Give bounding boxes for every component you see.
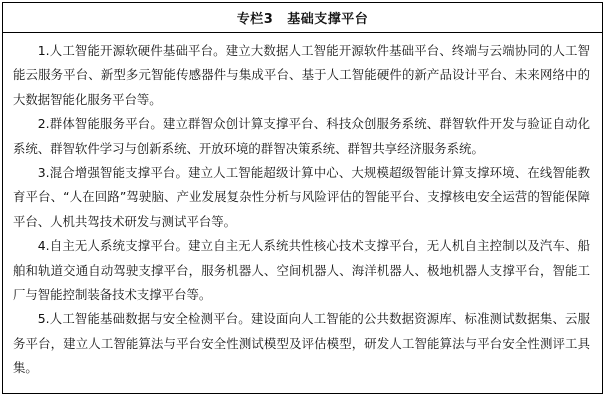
column-title [3,3,602,33]
list-item-1: 1.人工智能开源软硬件基础平台。建立大数据人工智能开源软件基础平台、终端与云端协同的人工智能云服务平台、新型多元智能传感器件与集成平台、基于人工智能硬件的新产品设计平台、未来网络中的大数据智能化服务平台等。 [13,43,590,107]
column-box [2,2,603,394]
list-item-5: 5.人工智能基础数据与安全检测平台。建设面向人工智能的公共数据资源库、标准测试数据集、云服务平台，建立人工智能算法与平台安全性测试模型及评估模型，研发人工智能算法与平台安全性测评工具集。 [13,311,590,376]
list-item-3: 3.混合增强智能支撑平台。建立人工智能超级计算中心、大规模超级智能计算支撑环境、在线智能教育平台、“人在回路”驾驶脑、产业发展复杂性分析与风险评估的智能平台、支撑核电安全运营的智能保障平台、人机共驾技术研发与测试平台等。 [13,165,590,229]
list-item-2: 2.群体智能服务平台。建立群智众创计算支撑平台、科技众创服务系统、群智软件开发与验证自动化系统、群智软件学习与创新系统、开放环境的群智决策系统、群智共享经济服务系统。 [13,116,590,156]
column-content [3,33,602,381]
column-heading: 基础支撑平台 [287,12,369,27]
list-item-4: 4.自主无人系统支撑平台。建立自主无人系统共性核心技术支撑平台，无人机自主控制以及汽车、船舶和轨道交通自动驾驶支撑平台，服务机器人、空间机器人、海洋机器人、极地机器人支撑平台，智能工厂与智能控制装备技术支撑平台等。 [13,238,590,303]
column-number: 专栏3 [236,12,274,27]
